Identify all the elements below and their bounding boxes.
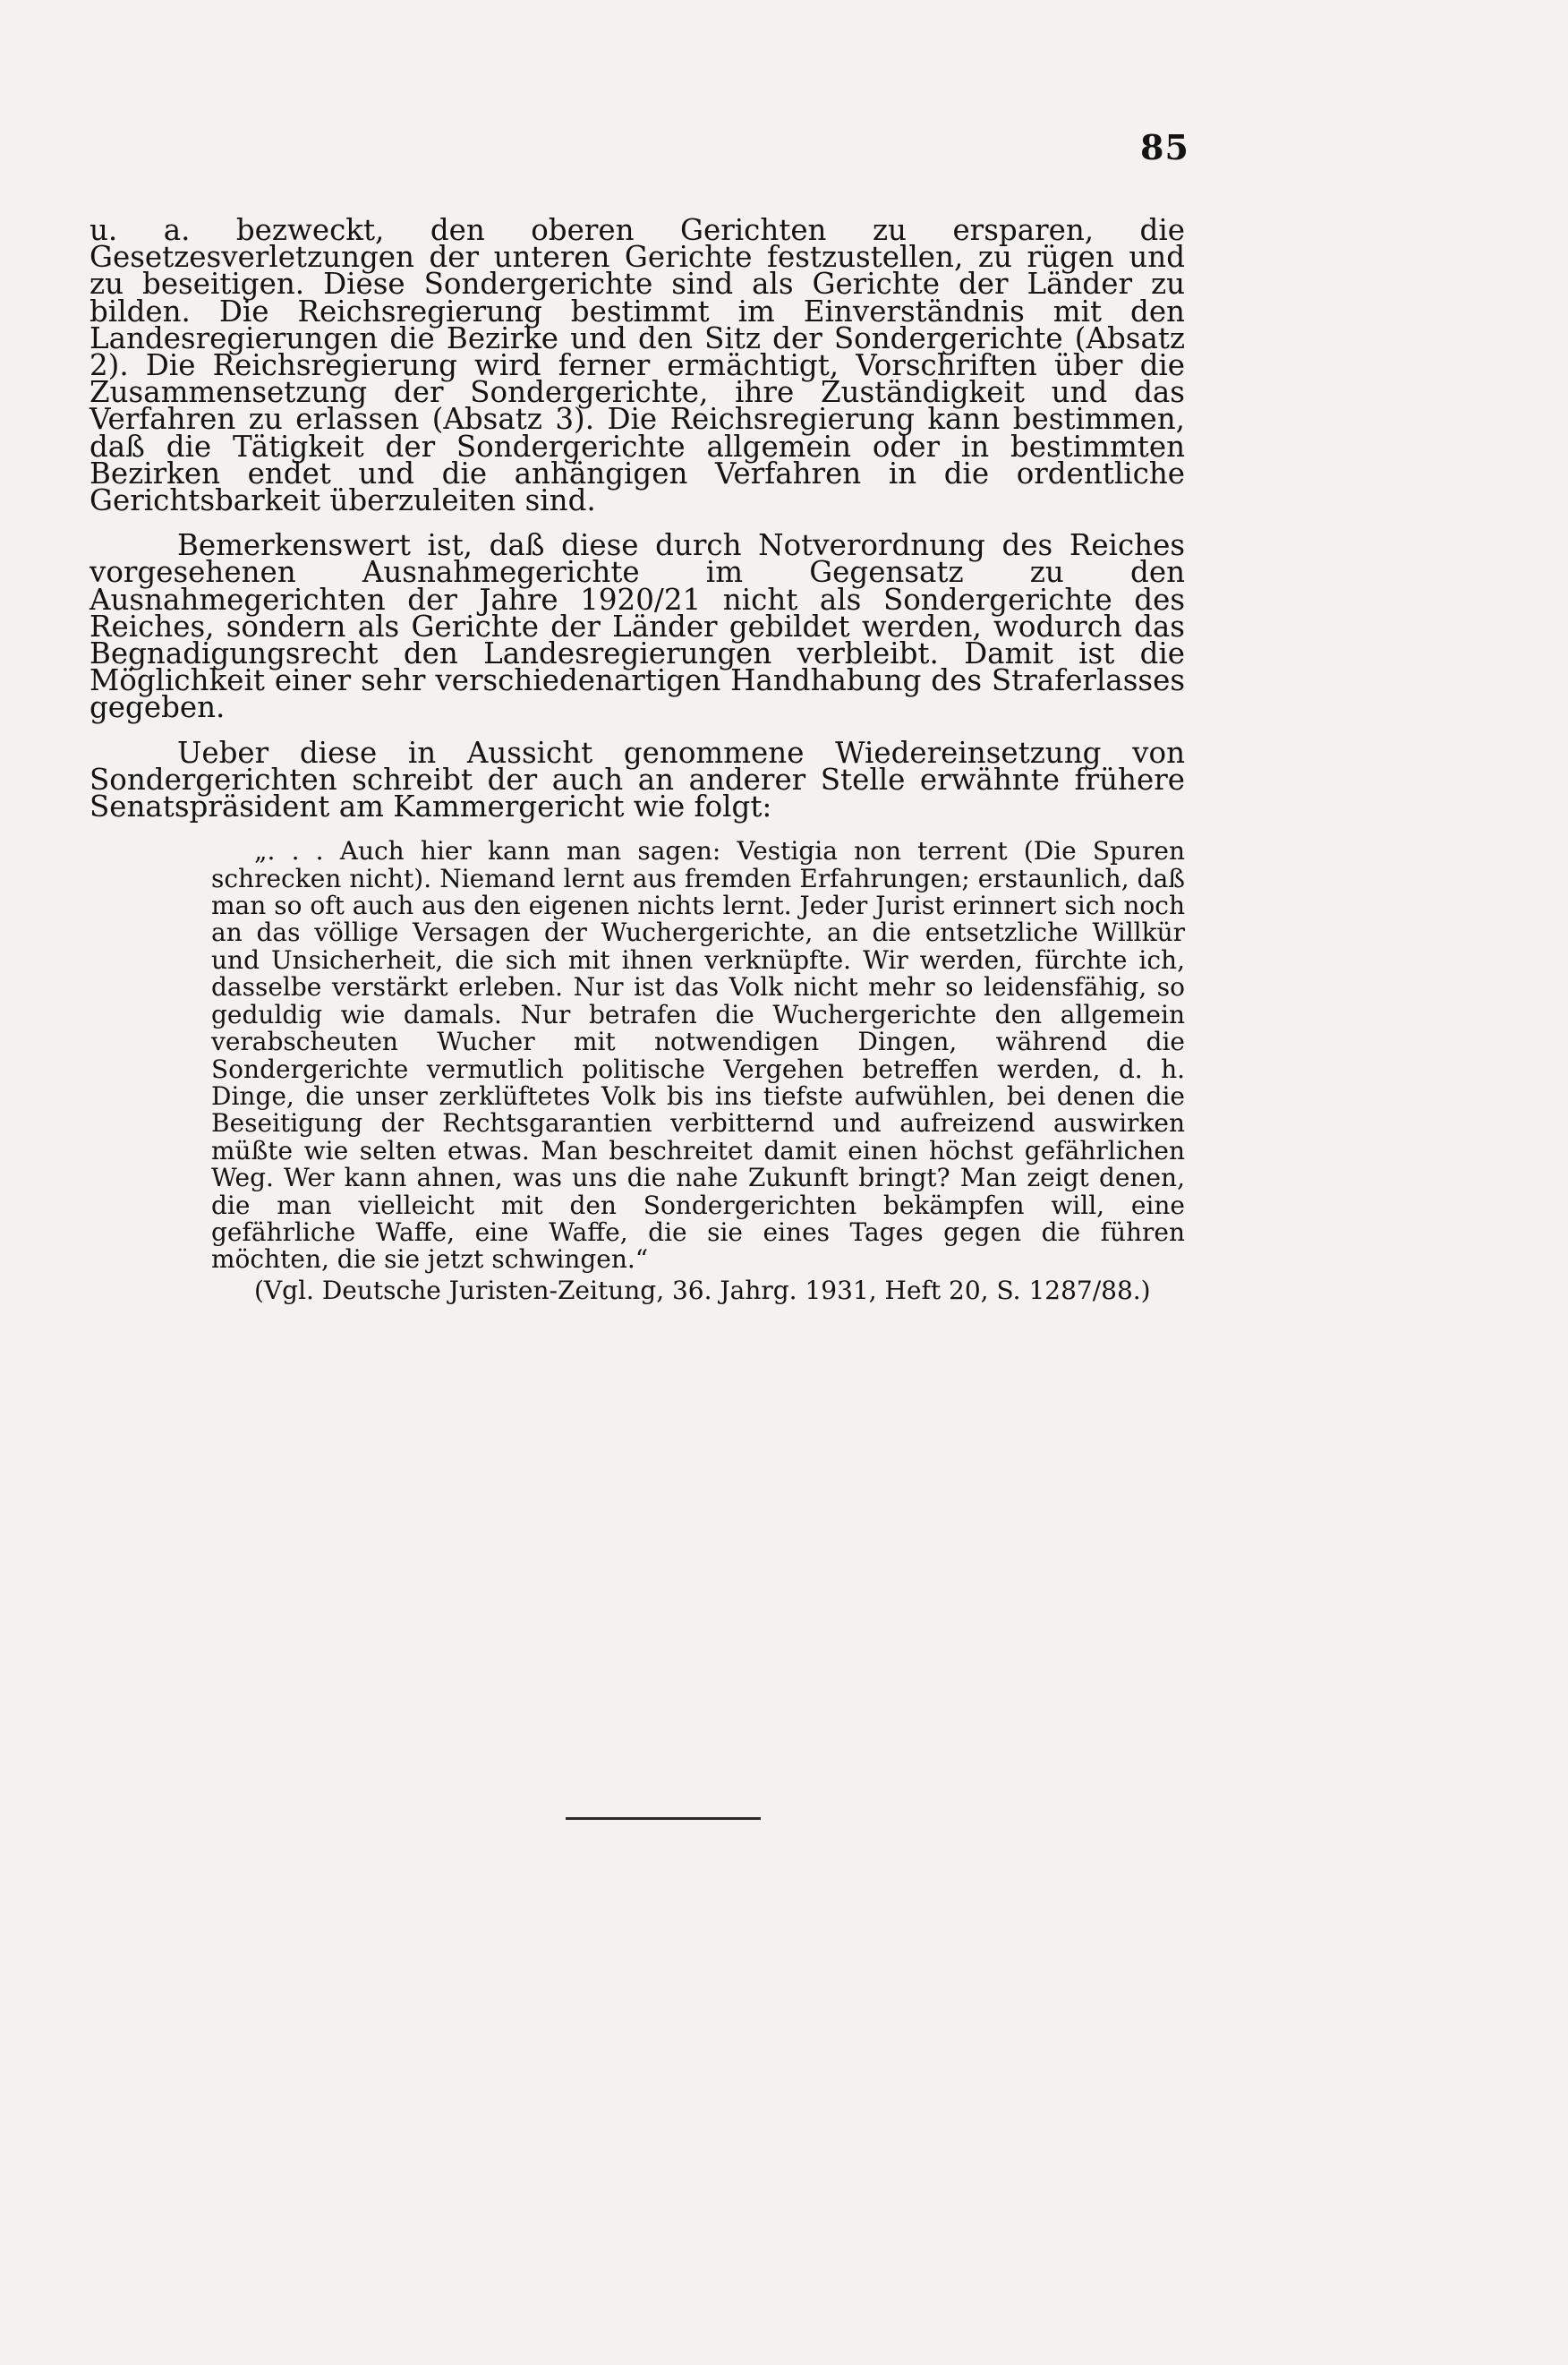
body-text [89,213,1185,1305]
section-divider [566,1817,761,1820]
quotation-block [211,838,1185,1304]
paragraph-1: u. a. bezweckt, den oberen Gerichten zu ersparen, die Gesetzesverletzungen der unteren Gerichte festzustellen, zu rügen und zu beseitigen. Diese Sondergerichte sind als Gerichte der Länder zu bilden. Die Reichsregierung bestimmt im Einverständnis mit den Landesregierungen die Bezirke und den Sitz der Sondergerichte (Absatz 2). Die Reichsregierung wird ferner ermächtigt, Vorschriften über die Zusammensetzung der Sondergerichte, ihre Zuständigkeit und das Verfahren zu erlassen (Absatz 3). Die Reichsregierung kann bestimmen, daß die Tätigkeit der Sondergerichte allgemein oder in bestimmten Bezirken endet und die anhängigen Verfahren in die ordentliche Gerichtsbarkeit überzuleiten sind. [89,213,1185,518]
paragraph-2: Bemerkenswert ist, daß diese durch Notverordnung des Reiches vorgesehenen Ausnahmegerichte im Gegensatz zu den Ausnahmegerichten der Jahre 1920/21 nicht als Sondergerichte des Reiches, sondern als Gerichte der Länder gebildet werden, wodurch das Begnadigungsrecht den Landesregierungen verbleibt. Damit ist die Möglichkeit einer sehr verschiedenartigen Handhabung des Straferlasses gegeben. [89,528,1185,725]
quotation-text: „. . . Auch hier kann man sagen: Vestigia non terrent (Die Spuren schrecken nicht). Niemand lernt aus fremden Erfahrungen; erstaunlich, daß man so oft auch aus den eigenen nichts lernt. Jeder Jurist erinnert sich noch an das völlige Versagen der Wuchergerichte, an die entsetzliche Willkür und Unsicherheit, die sich mit ihnen verknüpfte. Wir werden, fürchte ich, dasselbe verstärkt erleben. Nur ist das Volk nicht mehr so leidensfähig, so geduldig wie damals. Nur betrafen die Wuchergerichte den allgemein verabscheuten Wucher mit notwendigen Dingen, während die Sondergerichte vermutlich politische Vergehen betreffen werden, d. h. Dinge, die unser zerklüftetes Volk bis ins tiefste aufwühlen, bei denen die Beseitigung der Rechtsgarantien verbitternd und aufreizend auswirken müßte wie selten etwas. Man beschreitet damit einen höchst gefährlichen Weg. Wer kann ahnen, was uns die nahe Zukunft bringt? Man zeigt denen, die man vielleicht mit den Sondergerichten bekämpfen will, eine gefährliche Waffe, eine Waffe, die sie eines Tages gegen die führen möchten, die sie jetzt schwingen.“ [211,836,1185,1275]
paragraph-3: Ueber diese in Aussicht genommene Wiedereinsetzung von Sondergerichten schreibt der auch an anderer Stelle erwähnte frühere Senatspräsident am Kammergericht wie folgt: [89,735,1185,824]
quotation-source: (Vgl. Deutsche Juristen-Zeitung, 36. Jahrg. 1931, Heft 20, S. 1287/88.) [254,1275,1151,1305]
page-number: 85 [1140,127,1189,167]
